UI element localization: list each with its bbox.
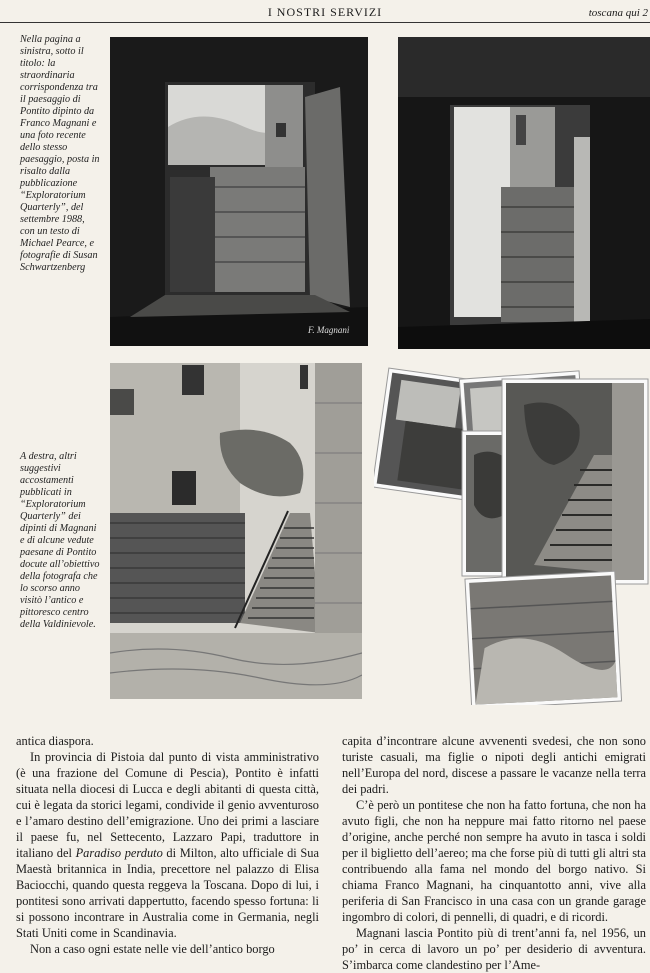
painting-signature: F. Magnani — [308, 325, 350, 335]
section-title: I NOSTRI SERVIZI — [267, 5, 383, 19]
article-paragraph: Non a caso ogni estate nelle vie dell’antico borgo — [30, 942, 275, 956]
painting-window-view — [110, 37, 368, 346]
article-paragraph: Magnani lascia Pontito più di trent’anni fa, nel 1956, un po’ in cerca di lavoro un po’ per desiderio di avventura. S’imbarca come clandestino per l’Ame- — [342, 926, 646, 972]
page-header — [0, 0, 650, 23]
article-column-right — [342, 733, 646, 973]
article-paragraph: C’è però un pontitese che non ha fatto fortuna, che non ha avuto figli, che non ha neppure mai fatto ritorno nel paese d’origine, anche perché non sempre ha avuto in tasca i soldi per il biglietto dell’aereo; ma che forse più di tutti gli altri sta contribuendo alla fama nel mondo del borgo nativo. Si chiama Franco Magnani, ha cinquantotto anni, vive alla periferia di San Francisco in una casa con un grande garage ingombro di colori, di pennelli, di quadri, e di ricordi. — [342, 798, 646, 924]
photo-collage-staircase — [374, 365, 650, 705]
article-paragraph: In provincia di Pistoia dal punto di vista amministrativo (è una frazione del Comune di Pescia), Pontito è infatti situata nella diocesi di Lucca e degli abitanti di questa città, cui è legata da storici legami, condivide il genio avventuroso e l’amaro destino dell’emigrazione. Uno dei primi a lasciare il paese fu, nel Settecento, Lazzaro Papi, traduttore in italiano del Paradiso perduto di Milton, alto ufficiale di Sua Maestà britannica in India, precettore nel palazzo di Elisa Baciocchi, quando questa reggeva la Toscana. Dopo di lui, i pontitesi sono arrivati dappertutto, facendo spesso fortuna: li si possono incontrare in Australia come in Germania, negli Stati Uniti come in Scandinavia. — [16, 750, 319, 940]
article-paragraph: antica diaspora. — [16, 734, 94, 748]
article-paragraph: capita d’incontrare alcune avvenenti svedesi, che non sono turiste casuali, ma figlie o nipoti degli antichi emigrati nell’Europa del nord, discese a passare le vacanze nella terra dei padri. — [342, 734, 646, 796]
caption-left-top: Nella pagina a sinistra, sotto il titolo: la straordinaria corrispondenza tra il paesaggio di Pontito dipinto da Franco Magnani e una foto recente dello stesso paesaggio, posta in risalto dalla pubblicazione “Exploratorium Quarterly”, del settembre 1988, con un testo di Michael Pearce, e fotografie di Susan Schwartzenberg — [20, 34, 100, 273]
photo-window-view — [398, 37, 650, 349]
painting-staircase — [110, 363, 362, 699]
article-column-left — [16, 733, 319, 957]
caption-left-bottom: A destra, altri suggestivi accostamenti pubblicati in “Exploratorium Quarterly” dei dipinti di Magnani e di alcune vedute paesane di Pontito docute all’obiettivo della fotografa che lo scorso anno visitò l’antico e pittoresco centro della Valdinievole. — [20, 451, 100, 630]
book-title: Paradiso perduto — [75, 846, 163, 860]
publication-name: toscana qui 2 — [588, 7, 648, 19]
